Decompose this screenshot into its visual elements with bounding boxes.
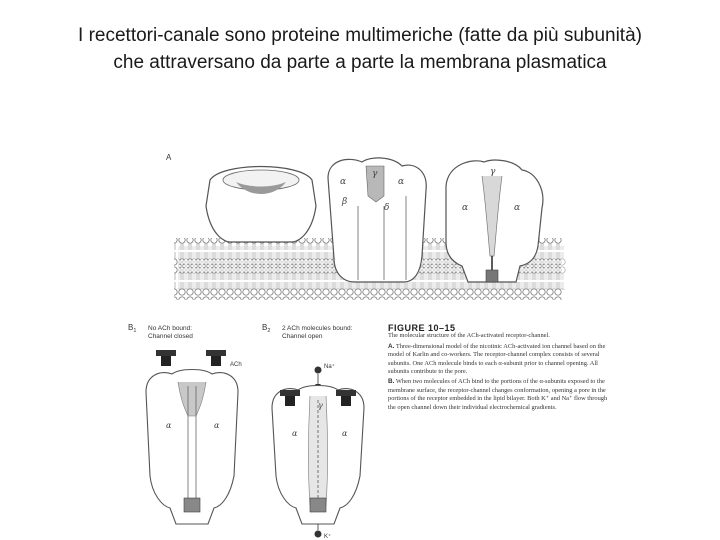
closed-alpha-left: α [166, 421, 172, 430]
caption-part-a-label: A. [388, 342, 395, 350]
open-channel [272, 386, 364, 525]
right-gamma: γ [490, 167, 496, 177]
caption-heading: FIGURE 10–15 [388, 323, 456, 333]
panel-b2-text-1: 2 ACh molecules bound: [282, 325, 353, 332]
panel-b2-subscript: 2 [267, 328, 271, 334]
receptor-side-view [328, 158, 426, 282]
open-gamma: γ [318, 401, 323, 410]
middle-alpha-left: α [340, 177, 347, 187]
caption-part-b [388, 378, 608, 412]
panel-b1-text-2: Channel closed [148, 333, 193, 340]
figure-caption [388, 324, 608, 412]
caption-part-b-label: B. [388, 378, 395, 386]
panel-b2-text-2: Channel open [282, 333, 323, 340]
middle-alpha-right: α [398, 177, 405, 187]
sodium-ion [315, 367, 322, 389]
closed-channel [146, 370, 238, 525]
receptor-top-view [206, 167, 316, 243]
middle-beta: β [342, 197, 348, 207]
panel-a-label: A [166, 153, 172, 162]
middle-delta: δ [384, 203, 390, 213]
panel-b1-text-1: No ACh bound: [148, 325, 193, 332]
open-alpha-left: α [292, 429, 298, 438]
potassium-ion [315, 524, 322, 538]
right-alpha-left: α [462, 203, 469, 213]
middle-gamma: γ [372, 169, 378, 179]
slide-title-line-2: che attraversano da parte a parte la membrana plasmatica [113, 52, 607, 73]
caption-part-b-text: When two molecules of ACh bind to the portions of the α-subunits exposed to the membrane surface, the receptor-channel changes conformation, opening a pore in the portions of the receptor embedded in the lipid bilayer. Both K⁺ and Na⁺ flow through the open channel down their individual electrochemical gradients. [388, 378, 608, 411]
ach-molecule-free-right [206, 350, 226, 366]
panel-b2-letter: B [262, 323, 268, 332]
ach-label-b1: ACh [230, 362, 242, 368]
slide-title-line-1: I recettori-canale sono proteine multimeriche (fatte da più subunità) [78, 25, 642, 46]
ach-molecule-free-left [156, 350, 176, 366]
right-alpha-right: α [514, 203, 521, 213]
closed-alpha-right: α [214, 421, 220, 430]
panel-b1-label [128, 323, 136, 334]
k-label: K⁺ [324, 534, 332, 540]
caption-part-a [388, 343, 608, 377]
caption-part-a-text: Three-dimensional model of the nicotinic ACh-activated ion channel based on the model of Karlin and co-workers. The receptor-channel complex consists of several subunits. One ACh molecule binds to each α-subunit prior to channel opening. All subunits contribute to the pore. [388, 342, 606, 376]
panel-b2-label [262, 323, 270, 334]
panel-b1-subscript: 1 [133, 328, 137, 334]
receptor-figure [122, 146, 610, 540]
panel-b1-letter: B [128, 323, 134, 332]
caption-subheading: The molecular structure of the ACh-activated receptor-channel. [388, 332, 550, 340]
slide-title [0, 22, 720, 76]
open-alpha-right: α [342, 429, 348, 438]
na-label: Na⁺ [324, 364, 335, 370]
